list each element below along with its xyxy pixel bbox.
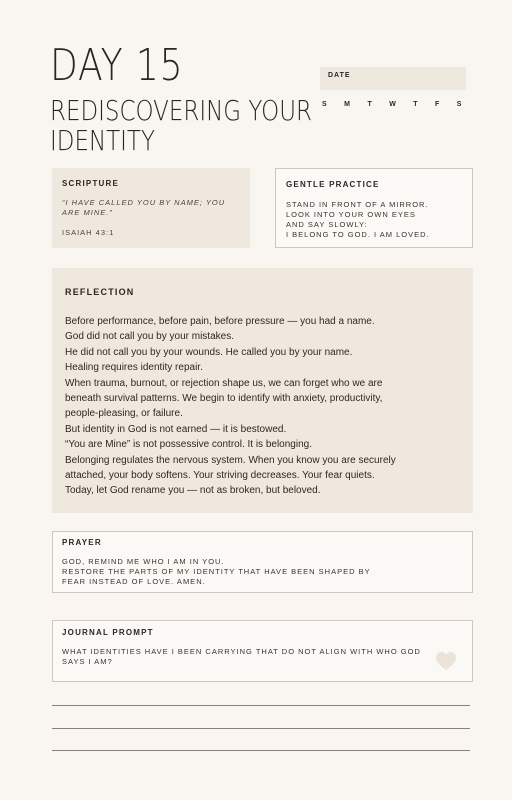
journal-write-line[interactable] xyxy=(52,728,470,729)
reflection-line: But identity in God is not earned — it is bestowed. xyxy=(65,423,287,435)
weekday-sat[interactable]: S xyxy=(456,101,462,108)
practice-panel xyxy=(275,168,473,248)
reflection-line: Belonging regulates the nervous system. When you know you are securely xyxy=(65,454,396,466)
reflection-line: God did not call you by your mistakes. xyxy=(65,331,234,343)
reflection-line: He did not call you by your wounds. He called you by your name. xyxy=(65,346,353,358)
scripture-quote: “I HAVE CALLED YOU BY NAME; YOU ARE MINE.” xyxy=(62,198,226,217)
heart-icon xyxy=(435,651,457,671)
reflection-panel xyxy=(52,268,473,513)
reflection-text xyxy=(65,314,465,499)
date-label: DATE xyxy=(328,72,351,79)
weekday-sun[interactable]: S xyxy=(322,101,328,108)
weekday-wed[interactable]: W xyxy=(389,101,397,108)
reflection-line: Today, let God rename you — not as broken, but beloved. xyxy=(65,485,321,497)
journal-panel xyxy=(52,620,473,682)
reflection-label: REFLECTION xyxy=(65,287,135,297)
journal-label: JOURNAL PROMPT xyxy=(62,628,154,637)
reflection-line: people-pleasing, or failure. xyxy=(65,408,183,420)
scripture-label: SCRIPTURE xyxy=(62,179,120,188)
reflection-line: beneath survival patterns. We begin to identify with anxiety, productivity, xyxy=(65,393,383,405)
weekday-tue[interactable]: T xyxy=(367,101,373,108)
date-field[interactable] xyxy=(320,67,466,90)
reflection-line: Before performance, before pain, before pressure — you had a name. xyxy=(65,316,375,327)
weekday-selector xyxy=(322,101,462,108)
practice-label: GENTLE PRACTICE xyxy=(286,180,380,189)
page-subtitle: REDISCOVERING YOUR IDENTITY xyxy=(50,94,312,157)
practice-text: STAND IN FRONT OF A MIRROR. LOOK INTO YOUR OWN EYES AND SAY SLOWLY: I BELONG TO GOD. I AM LOVED. xyxy=(286,200,430,239)
scripture-reference: ISAIAH 43:1 xyxy=(62,228,115,237)
weekday-fri[interactable]: F xyxy=(435,101,440,108)
prayer-panel xyxy=(52,531,473,593)
reflection-line: attached, your body softens. Your striving decreases. Your fear quiets. xyxy=(65,470,375,482)
prayer-text: GOD, REMIND ME WHO I AM IN YOU. RESTORE THE PARTS OF MY IDENTITY THAT HAVE BEEN SHAPED BY FEAR INSTEAD OF LOVE. AMEN. xyxy=(62,557,371,586)
reflection-line: “You are Mine” is not possessive control. It is belonging. xyxy=(65,439,312,451)
prayer-label: PRAYER xyxy=(62,538,102,547)
journal-prompt: WHAT IDENTITIES HAVE I BEEN CARRYING THAT DO NOT ALIGN WITH WHO GOD SAYS I AM? xyxy=(62,647,421,666)
weekday-mon[interactable]: M xyxy=(344,101,351,108)
journal-write-line[interactable] xyxy=(52,705,470,706)
day-title: DAY 15 xyxy=(50,40,184,91)
scripture-panel xyxy=(52,168,250,248)
weekday-thu[interactable]: T xyxy=(413,101,419,108)
reflection-line: Healing requires identity repair. xyxy=(65,362,203,374)
reflection-line: When trauma, burnout, or rejection shape us, we can forget who we are xyxy=(65,377,383,389)
journal-write-line[interactable] xyxy=(52,750,470,751)
